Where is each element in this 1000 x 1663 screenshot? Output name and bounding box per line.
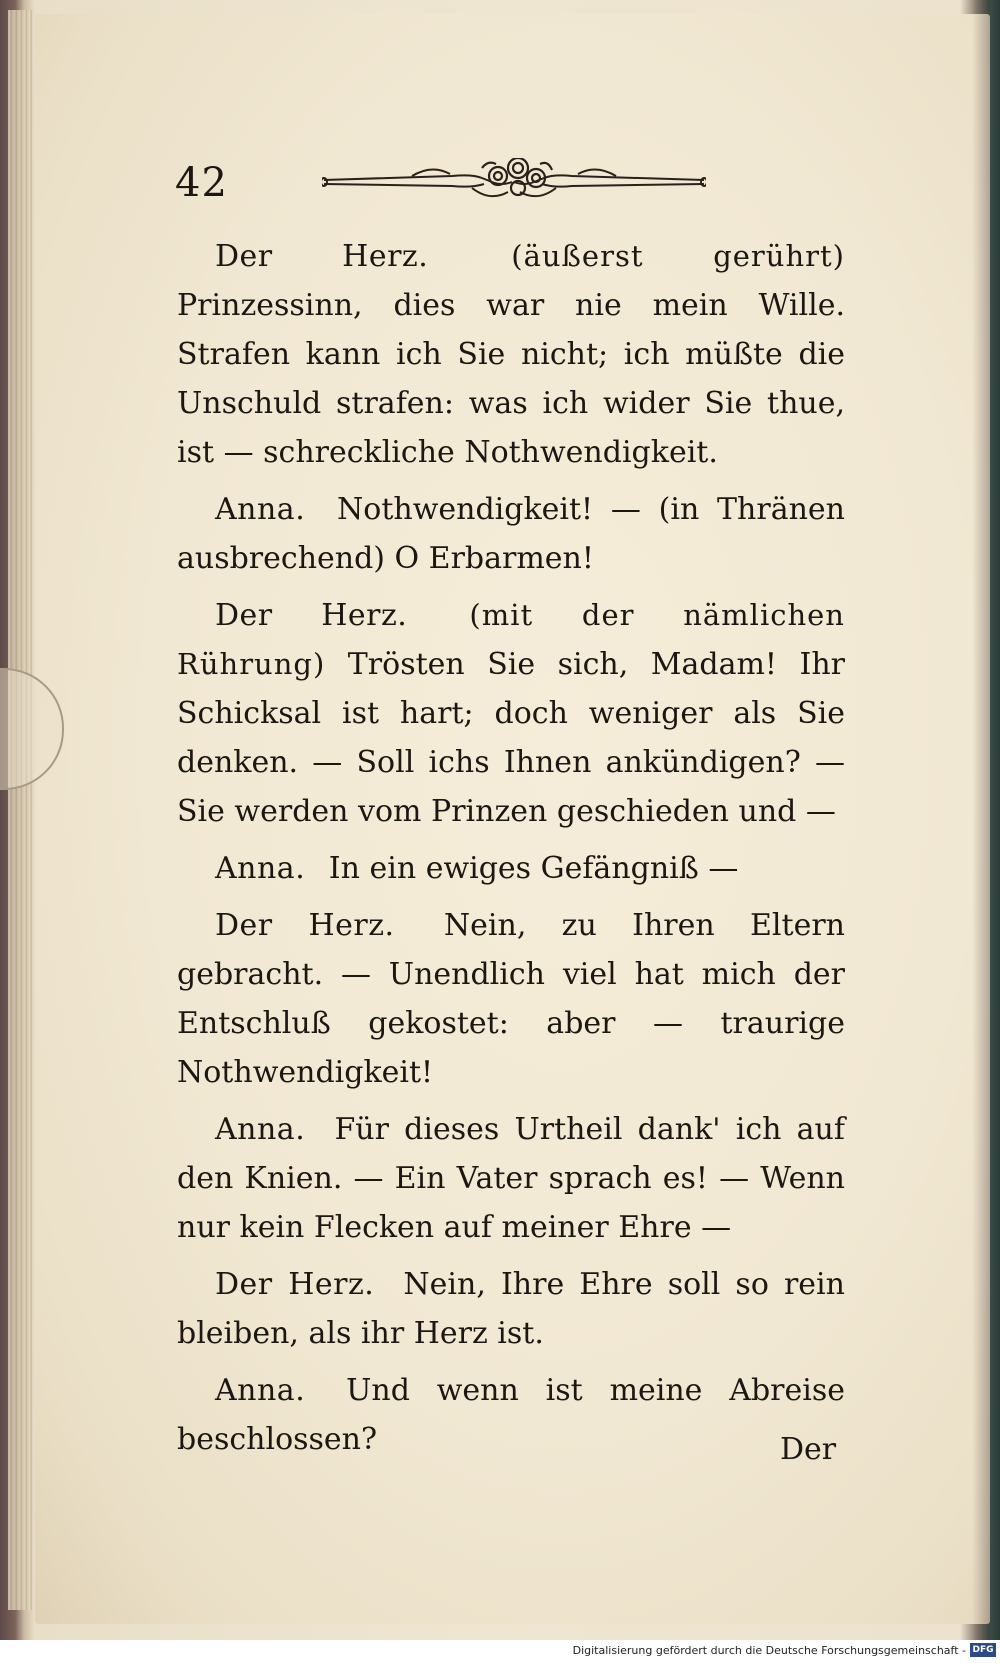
speech-text: Nein, Ihre Ehre soll so rein bleiben, als ihr Herz ist.: [177, 1267, 845, 1351]
digitization-credit: Digitalisierung gefördert durch die Deutsche Forschungsgemeinschaft -: [572, 1644, 966, 1657]
speech-paragraph: [177, 591, 845, 836]
speaker-name: Der Herz.: [215, 1267, 375, 1302]
speech-paragraph: [177, 901, 845, 1097]
speaker-name: Anna.: [215, 1112, 306, 1147]
speech-text: In ein ewiges Gefängniß —: [328, 851, 739, 886]
catchword: Der: [780, 1432, 837, 1467]
speech-text: Prinzessinn, dies war nie mein Wille. Strafen kann ich Sie nicht; ich müßte die Unschuld strafen: was ich wider Sie thue, ist — schreckliche Nothwendigkeit.: [177, 288, 845, 470]
speaker-name: Anna.: [215, 1373, 306, 1408]
speaker-name: Der Herz.: [215, 908, 395, 943]
text-block: [177, 232, 845, 1472]
speaker-name: Der Herz.: [215, 598, 408, 633]
stage-direction: (äußerst gerührt): [511, 239, 845, 273]
stage-direction: (mit der nämlichen Rührung): [177, 598, 845, 681]
speech-paragraph: [177, 1366, 845, 1464]
speech-paragraph: [177, 1105, 845, 1252]
speech-paragraph: [177, 485, 845, 583]
page-number: 42: [175, 160, 228, 206]
speaker-name: Anna.: [215, 851, 306, 886]
speech-text: Und wenn ist meine Abreise beschlossen?: [177, 1373, 845, 1457]
speech-text: Nothwendigkeit! — (in Thränen ausbrechend) O Erbarmen!: [177, 492, 845, 576]
floral-rule-ornament-icon: [322, 158, 706, 204]
page-edges: [8, 10, 32, 1610]
speech-paragraph: [177, 844, 845, 893]
speech-paragraph: [177, 232, 845, 477]
speech-text: Für dieses Urtheil dank' ich auf den Knien. — Ein Vater sprach es! — Wenn nur kein Flecken auf meiner Ehre —: [177, 1112, 845, 1245]
dfg-logo: DFG: [970, 1643, 996, 1657]
speaker-name: Der Herz.: [215, 239, 429, 274]
speaker-name: Anna.: [215, 492, 306, 527]
speech-text: Nein, zu Ihren Eltern gebracht. — Unendlich viel hat mich der Entschluß gekostet: aber — traurige Nothwendigkeit!: [177, 908, 845, 1090]
speech-text: Trösten Sie sich, Madam! Ihr Schicksal ist hart; doch weniger als Sie denken. — Soll ichs Ihnen ankündigen? — Sie werden vom Prinzen geschieden und —: [177, 647, 845, 829]
speech-paragraph: [177, 1260, 845, 1358]
binding-shadow: [972, 0, 990, 1640]
